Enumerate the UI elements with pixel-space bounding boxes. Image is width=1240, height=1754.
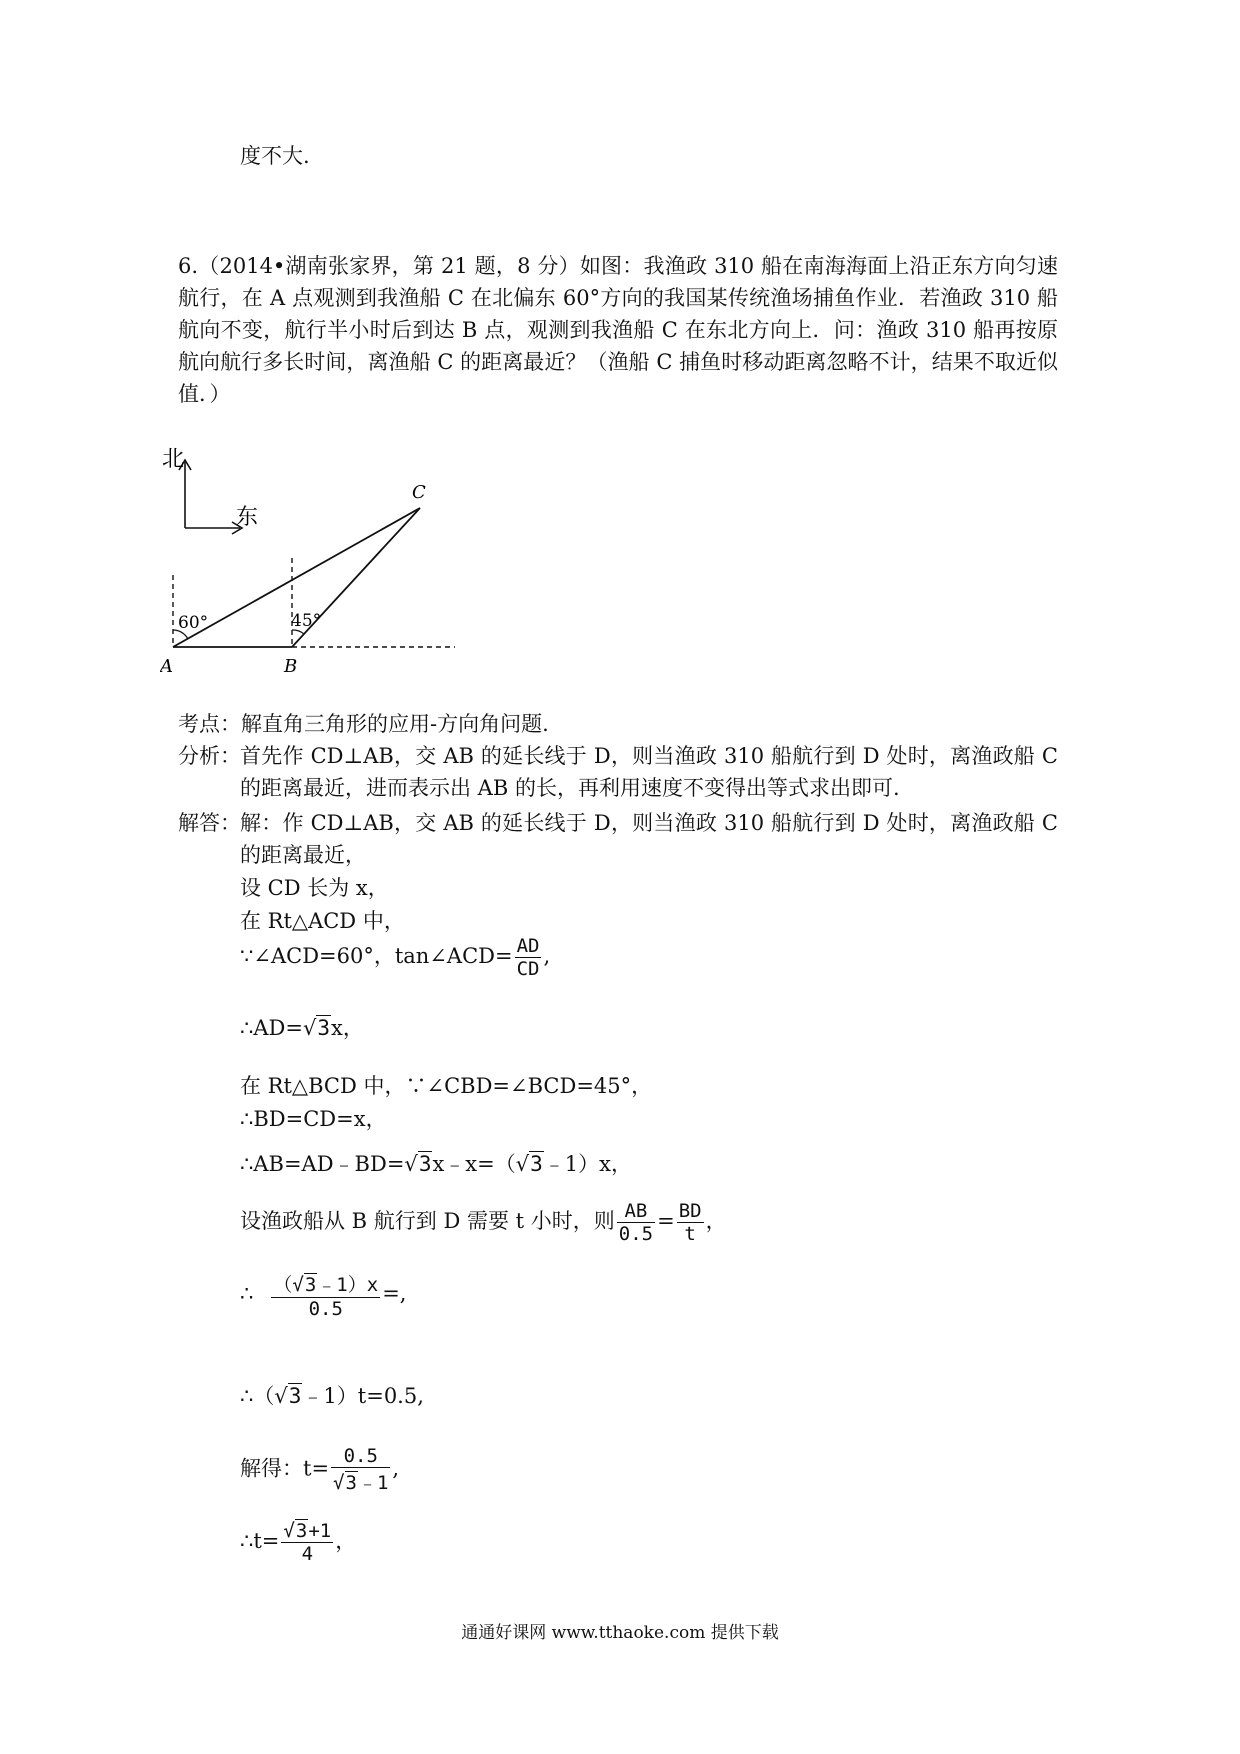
step-10: ∴（√3﹣1）t=0.5, [240,1384,424,1408]
kaodian-label: 考点： [178,712,241,736]
jieda-label: 解答： [178,811,241,835]
step-12: ∴t= $\frac{√3+1}{4}$ ， [240,1520,357,1565]
sqrt-3: √3 [302,1016,331,1040]
fraction-result: $\frac{√3+1}{4}$ [283,1520,332,1565]
fraction-ad-cd: $\frac{AD}{CD}$ [516,935,540,980]
kaodian-text: 解直角三角形的应用-方向角问题. [241,712,549,736]
step-2: 在 Rt△ACD 中， [240,909,405,933]
point-A-label: A [160,656,173,677]
fraction-ab-05: $\frac{AB}{0.5}$ [618,1200,654,1245]
jieda-text: 解：作 CD⊥AB，交 AB 的延长线于 D，则当渔政 310 船航行到 D 处时，离渔政船 C 的距离最近， [240,811,1058,867]
step-11: 解得：t= $\frac{0.5}{√3﹣1}$ , [240,1445,400,1494]
step-7: ∴AB=AD﹣BD=√3x﹣x=（√3﹣1）x， [240,1152,633,1176]
point-B-label: B [284,656,298,677]
step-8: 设渔政船从 B 航行到 D 需要 t 小时，则 $\frac{AB}{0.5}$ = $\frac{BD}{t}$ ， [240,1200,727,1245]
north-label: 北 [162,447,185,472]
fraction-bd-t: $\frac{BD}{t}$ [678,1200,702,1245]
step-3: ∵∠ACD=60°，tan∠ACD= $\frac{AD}{CD}$ , [240,935,551,980]
footer-text: 通通好课网 www.tthaoke.com 提供下载 [461,1623,779,1643]
angle-B-label: 45° [291,611,322,631]
step-6: ∴BD=CD=x， [240,1107,387,1131]
fraction-05-sqrt: $\frac{0.5}{√3﹣1}$ [333,1445,389,1494]
step-1: 设 CD 长为 x， [240,876,389,900]
step-9: ∴ $\frac{(√3﹣1)x}{0.5}$ =, [240,1270,406,1320]
step-4: ∴AD=√3x， [240,1016,364,1040]
step-3-text: ∵∠ACD=60°，tan∠ACD= [240,944,513,968]
east-label: 东 [236,505,259,530]
fenxi-text: 首先作 CD⊥AB，交 AB 的延长线于 D，则当渔政 310 船航行到 D 处时，离渔政船 C 的距离最近，进而表示出 AB 的长，再利用速度不变得出等式求出即可. [240,744,1058,800]
angle-A-label: 60° [178,613,209,633]
geometry-figure [160,440,540,680]
fraction-expr-05: $\frac{(√3﹣1)x}{0.5}$ [271,1270,380,1320]
problem-statement: 6.（2014•湖南张家界，第 21 题，8 分）如图：我渔政 310 船在南海海面上沿正东方向匀速航行，在 A 点观测到我渔船 C 在北偏东 60°方向的我国某传统渔场捕鱼作业．若渔政 310 船航向不变，航行半小时后到达 B 点，观测到我渔船 C 在东北方向上．问：渔政 310 船再按原航向航行多长时间，离渔船 C 的距离最近？（渔船 C 捕鱼时移动距离忽略不计，结果不取近似值．） [178,254,1058,406]
fenxi-label: 分析： [178,744,241,768]
step-5: 在 Rt△BCD 中，∵∠CBD=∠BCD=45°， [240,1074,653,1098]
point-C-label: C [412,482,426,503]
top-text: 度不大. [240,144,310,168]
kaodian-line [178,708,549,738]
